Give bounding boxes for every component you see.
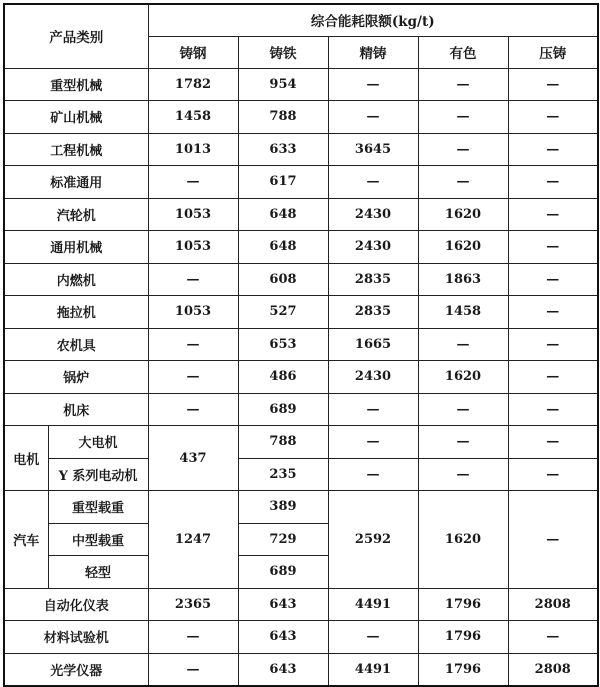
value-cell: — — [508, 491, 598, 589]
value-cell: 788 — [238, 101, 328, 134]
value-cell: 1620 — [418, 198, 508, 231]
row-label: 锅炉 — [4, 361, 148, 394]
value-cell: 2808 — [508, 588, 598, 621]
value-cell: 1053 — [148, 231, 238, 264]
table-row — [4, 621, 598, 654]
value-cell: 235 — [238, 458, 328, 491]
row-label: 通用机械 — [4, 231, 148, 264]
value-cell: 648 — [238, 231, 328, 264]
value-cell: 648 — [238, 198, 328, 231]
value-cell: — — [508, 458, 598, 491]
row-label: 工程机械 — [4, 133, 148, 166]
row-label: 重型机械 — [4, 68, 148, 101]
value-cell: — — [508, 101, 598, 134]
sub-label: Y 系列电动机 — [48, 458, 148, 491]
car-row — [4, 491, 598, 524]
value-cell: 1782 — [148, 68, 238, 101]
value-cell: — — [508, 133, 598, 166]
value-cell: 643 — [238, 653, 328, 686]
table-row — [4, 231, 598, 264]
value-cell: 486 — [238, 361, 328, 394]
table-row — [4, 328, 598, 361]
value-cell: 1796 — [418, 653, 508, 686]
value-cell: 1796 — [418, 588, 508, 621]
category-header: 产品类别 — [4, 4, 148, 68]
value-cell: 643 — [238, 621, 328, 654]
value-cell: — — [148, 166, 238, 199]
table-row — [4, 263, 598, 296]
row-label: 光学仪器 — [4, 653, 148, 686]
table-body — [4, 4, 598, 686]
value-cell: 2430 — [328, 198, 418, 231]
value-cell: 1053 — [148, 296, 238, 329]
motor-row — [4, 426, 598, 459]
value-cell: — — [508, 263, 598, 296]
value-cell: — — [418, 68, 508, 101]
value-cell: — — [508, 393, 598, 426]
value-cell: 2835 — [328, 296, 418, 329]
sub-label: 轻型 — [48, 556, 148, 589]
value-cell: 1796 — [418, 621, 508, 654]
value-cell: — — [328, 68, 418, 101]
row-label: 农机具 — [4, 328, 148, 361]
value-cell: — — [328, 393, 418, 426]
row-label: 拖拉机 — [4, 296, 148, 329]
col-header-cast-steel: 铸钢 — [148, 36, 238, 68]
value-cell: 608 — [238, 263, 328, 296]
value-cell: 3645 — [328, 133, 418, 166]
col-header-precision: 精铸 — [328, 36, 418, 68]
value-cell: — — [418, 166, 508, 199]
row-label: 材料试验机 — [4, 621, 148, 654]
value-cell: 2808 — [508, 653, 598, 686]
value-cell: — — [148, 263, 238, 296]
value-cell: 1665 — [328, 328, 418, 361]
value-cell: 2430 — [328, 231, 418, 264]
header-row-1 — [4, 4, 598, 36]
sub-label: 大电机 — [48, 426, 148, 459]
value-cell: 689 — [238, 393, 328, 426]
value-cell: — — [148, 328, 238, 361]
value-cell: 2365 — [148, 588, 238, 621]
value-cell: 1458 — [418, 296, 508, 329]
value-cell: — — [148, 361, 238, 394]
value-cell: — — [148, 393, 238, 426]
table-row — [4, 653, 598, 686]
table-row — [4, 588, 598, 621]
value-cell: 729 — [238, 523, 328, 556]
value-cell: — — [508, 361, 598, 394]
row-label: 矿山机械 — [4, 101, 148, 134]
table-row — [4, 166, 598, 199]
value-cell: — — [508, 166, 598, 199]
value-cell: — — [328, 621, 418, 654]
value-cell: — — [508, 426, 598, 459]
value-cell: 1247 — [148, 491, 238, 589]
energy-consumption-table — [3, 3, 599, 687]
value-cell: — — [148, 653, 238, 686]
value-cell: 1620 — [418, 231, 508, 264]
value-cell: 1620 — [418, 491, 508, 589]
value-cell: — — [508, 328, 598, 361]
value-cell: 788 — [238, 426, 328, 459]
value-cell: — — [508, 296, 598, 329]
value-cell: — — [508, 621, 598, 654]
value-cell: — — [328, 101, 418, 134]
value-cell: 4491 — [328, 653, 418, 686]
table-row — [4, 133, 598, 166]
value-cell: 689 — [238, 556, 328, 589]
value-cell: — — [328, 166, 418, 199]
table-row — [4, 68, 598, 101]
row-label: 内燃机 — [4, 263, 148, 296]
row-label: 标准通用 — [4, 166, 148, 199]
value-cell: — — [418, 393, 508, 426]
motor-row — [4, 458, 598, 491]
group-label: 汽车 — [4, 491, 48, 589]
sub-label: 中型载重 — [48, 523, 148, 556]
group-label: 电机 — [4, 426, 48, 491]
value-cell: 2592 — [328, 491, 418, 589]
value-cell: 1053 — [148, 198, 238, 231]
row-label: 汽轮机 — [4, 198, 148, 231]
value-cell: 954 — [238, 68, 328, 101]
table-row — [4, 361, 598, 394]
value-cell: — — [418, 133, 508, 166]
value-cell: 633 — [238, 133, 328, 166]
value-cell: 1620 — [418, 361, 508, 394]
value-cell: 1013 — [148, 133, 238, 166]
value-cell: 389 — [238, 491, 328, 524]
col-header-die-casting: 压铸 — [508, 36, 598, 68]
value-cell: — — [148, 621, 238, 654]
value-cell: — — [328, 458, 418, 491]
value-cell: — — [508, 198, 598, 231]
table-row — [4, 198, 598, 231]
value-cell: 617 — [238, 166, 328, 199]
table-row — [4, 101, 598, 134]
value-cell: 4491 — [328, 588, 418, 621]
value-cell: — — [508, 68, 598, 101]
value-cell: — — [508, 231, 598, 264]
group-header: 综合能耗限额(kg/t) — [148, 4, 598, 36]
value-cell: 2835 — [328, 263, 418, 296]
value-cell: 437 — [148, 426, 238, 491]
value-cell: — — [418, 458, 508, 491]
value-cell: 643 — [238, 588, 328, 621]
value-cell: 1458 — [148, 101, 238, 134]
value-cell: 527 — [238, 296, 328, 329]
table-row — [4, 393, 598, 426]
sub-label: 重型载重 — [48, 491, 148, 524]
row-label: 机床 — [4, 393, 148, 426]
table-row — [4, 296, 598, 329]
row-label: 自动化仪表 — [4, 588, 148, 621]
value-cell: — — [328, 426, 418, 459]
value-cell: — — [418, 328, 508, 361]
value-cell: 653 — [238, 328, 328, 361]
value-cell: — — [418, 101, 508, 134]
col-header-cast-iron: 铸铁 — [238, 36, 328, 68]
value-cell: 2430 — [328, 361, 418, 394]
value-cell: 1863 — [418, 263, 508, 296]
value-cell: — — [418, 426, 508, 459]
col-header-nonferrous: 有色 — [418, 36, 508, 68]
